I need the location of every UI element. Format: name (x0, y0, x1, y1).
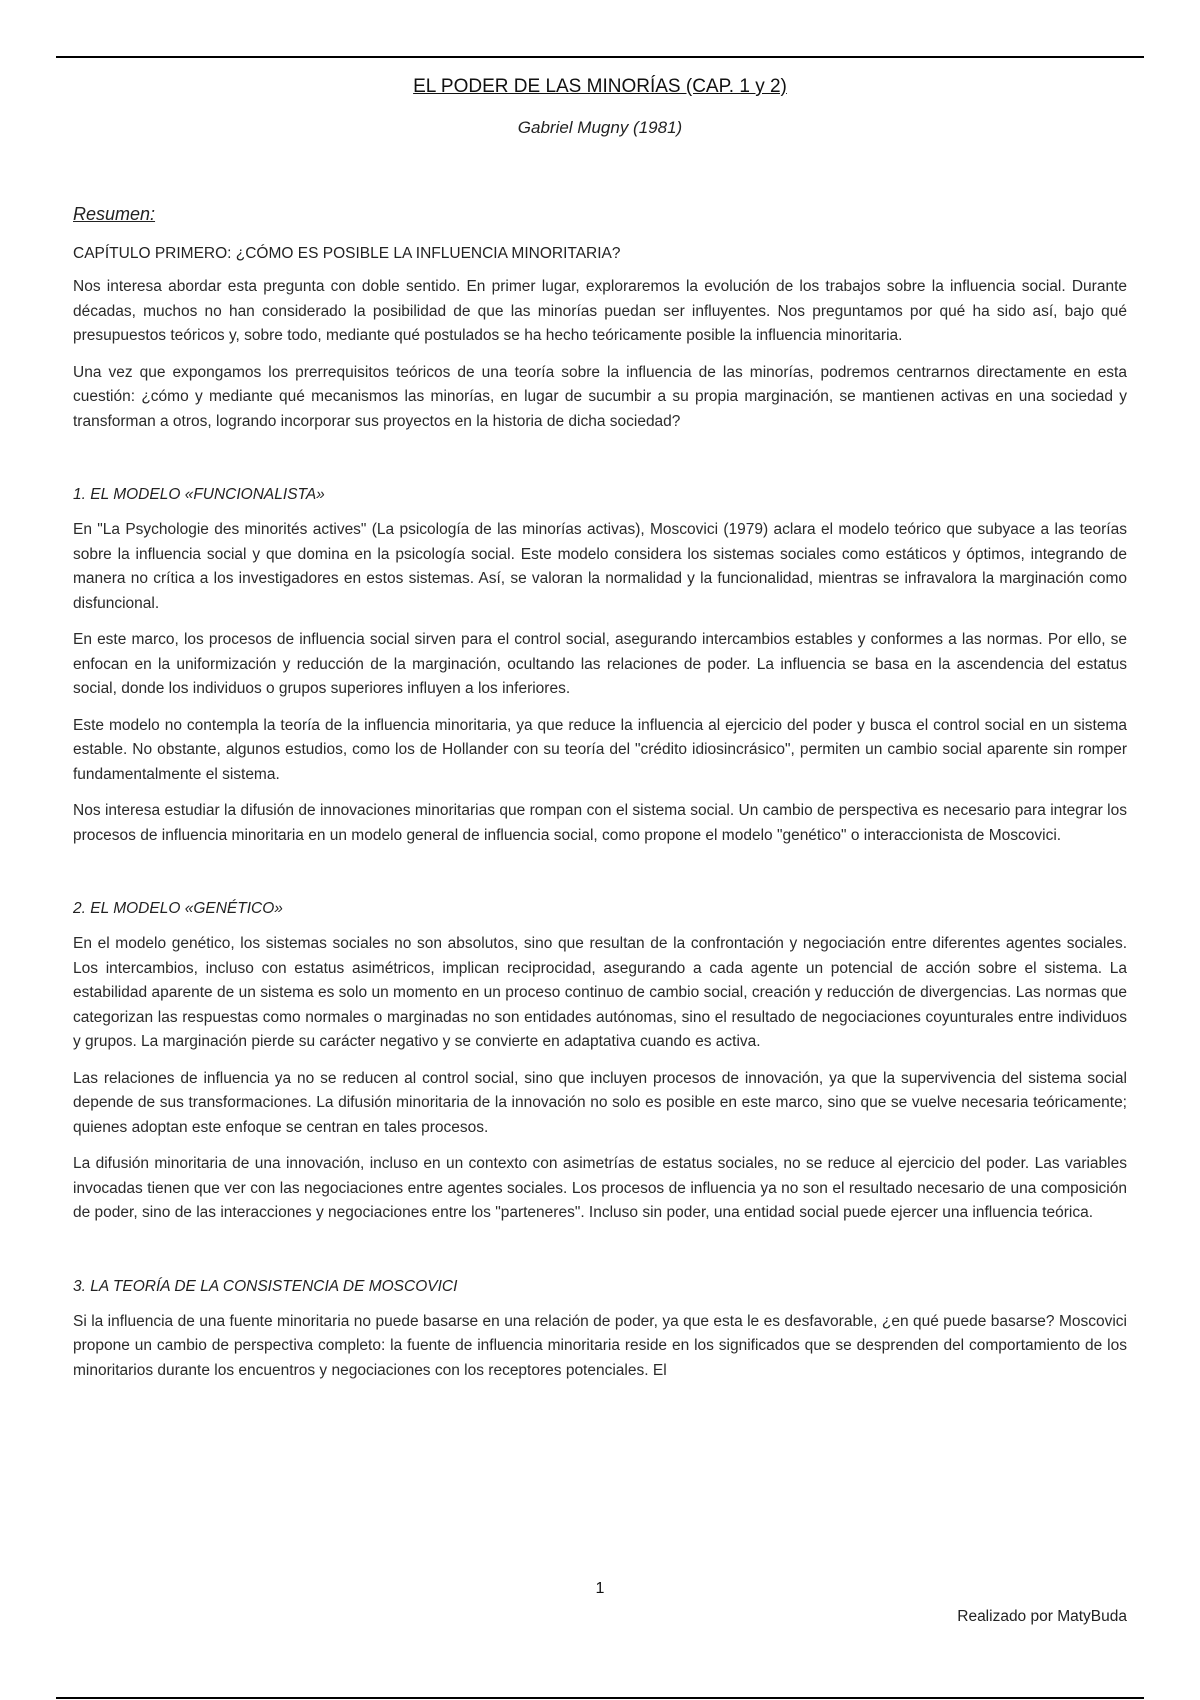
top-rule (56, 56, 1144, 58)
section-heading-consistencia: 3. LA TEORÍA DE LA CONSISTENCIA DE MOSCOVICI (73, 1277, 458, 1295)
section-paragraph: En "La Psychologie des minorités actives" (La psicología de las minorías activas), Moscovici (1979) aclara el modelo teórico que subyace a las teorías sobre la influencia social y que domina en la psicología social. Este modelo considera los sistemas sociales como estáticos y óptimos, integrando de manera no crítica a los investigadores en estos sistemas. Así, se valoran la normalidad y la funcionalidad, mientras se infravalora la marginación como disfuncional. (73, 521, 1127, 612)
chapter-heading: CAPÍTULO PRIMERO: ¿CÓMO ES POSIBLE LA INFLUENCIA MINORITARIA? (73, 245, 621, 262)
bottom-rule (56, 1697, 1144, 1699)
document-title: EL PODER DE LAS MINORÍAS (CAP. 1 y 2) (413, 76, 787, 97)
author-credit: Realizado por MatyBuda (957, 1608, 1127, 1625)
document-author: Gabriel Mugny (1981) (517, 118, 683, 137)
section-paragraph: En este marco, los procesos de influencia social sirven para el control social, asegurando intercambios estables y conformes a las normas. Por ello, se enfocan en la uniformización y reducción de la marginación, ocultando las relaciones de poder. La influencia se basa en la ascendencia del estatus social, donde los individuos o grupos superiores influyen a los inferiores. (73, 631, 1127, 697)
section-paragraph: Las relaciones de influencia ya no se reducen al control social, sino que incluyen procesos de innovación, ya que la supervivencia del sistema social depende de sus transformaciones. La difusión minoritaria de la innovación no solo es posible en este marco, sino que se vuelve necesaria teóricamente; quienes adoptan este enfoque se centran en tales procesos. (73, 1069, 1127, 1136)
page-number: 1 (595, 1580, 605, 1597)
intro-paragraph: Una vez que expongamos los prerrequisitos teóricos de una teoría sobre la influencia de las minorías, podremos centrarnos directamente en esta cuestión: ¿cómo y mediante qué mecanismos las minorías, en lugar de sucumbir a su propia marginación, se mantienen activas en una sociedad y transforman a otros, logrando incorporar sus proyectos en la historia de dicha sociedad? (73, 363, 1127, 430)
section-paragraph: Nos interesa estudiar la difusión de innovaciones minoritarias que rompan con el sistema social. Un cambio de perspectiva es necesario para integrar los procesos de influencia minoritaria en un modelo general de influencia social, como propone el modelo "genético" o interaccionista de Moscovici. (73, 802, 1127, 844)
document-page (73, 72, 1127, 1383)
section-heading-genetico: 2. EL MODELO «GENÉTICO» (73, 900, 283, 917)
section-heading-funcionalista: 1. EL MODELO «FUNCIONALISTA» (73, 486, 325, 503)
section-paragraph: Este modelo no contempla la teoría de la influencia minoritaria, ya que reduce la influencia al ejercicio del poder y busca el control social en un sistema estable. No obstante, algunos estudios, como los de Hollander con su teoría del "crédito idiosincrásico", permiten un cambio social aparente sin romper fundamentalmente el sistema. (73, 716, 1127, 783)
intro-paragraph: Nos interesa abordar esta pregunta con doble sentido. En primer lugar, exploraremos la evolución de los trabajos sobre la influencia social. Durante décadas, muchos no han considerado la posibilidad de que las minorías puedan ser influyentes. Nos preguntamos por qué ha sido así, bajo qué presupuestos teóricos y, sobre todo, mediante qué postulados se ha hecho teóricamente posible la influencia minoritaria. (73, 278, 1127, 344)
section-paragraph: En el modelo genético, los sistemas sociales no son absolutos, sino que resultan de la confrontación y negociación entre diferentes agentes sociales. Los intercambios, incluso con estatus asimétricos, implican reciprocidad, asegurando a cada agente un potencial de acción sobre el sistema. La estabilidad aparente de un sistema es solo un momento en un proceso continuo de cambio social, creación y reducción de divergencias. Las normas que categorizan las respuestas como normales o marginadas no son entidades autónomas, sino el resultado de negociaciones coyunturales entre individuos y grupos. La marginación pierde su carácter negativo y se convierte en adaptativa cuando es activa. (73, 935, 1127, 1050)
summary-label: Resumen: (73, 204, 156, 224)
section-paragraph: Si la influencia de una fuente minoritaria no puede basarse en una relación de poder, ya que esta le es desfavorable, ¿en qué puede basarse? Moscovici propone un cambio de perspectiva completo: la fuente de influencia minoritaria reside en los significados que se desprenden del comportamiento de los minoritarios durante los encuentros y negociaciones con los receptores potenciales. El (73, 1312, 1127, 1379)
section-paragraph: La difusión minoritaria de una innovación, incluso en un contexto con asimetrías de estatus sociales, no se reduce al ejercicio del poder. Las variables invocadas tienen que ver con las negociaciones entre agentes sociales. Los procesos de influencia ya no son el resultado necesario de una composición de poder, sino de las interacciones y negociaciones entre los "parteneres". Incluso sin poder, una entidad social puede ejercer una influencia teórica. (73, 1155, 1127, 1221)
